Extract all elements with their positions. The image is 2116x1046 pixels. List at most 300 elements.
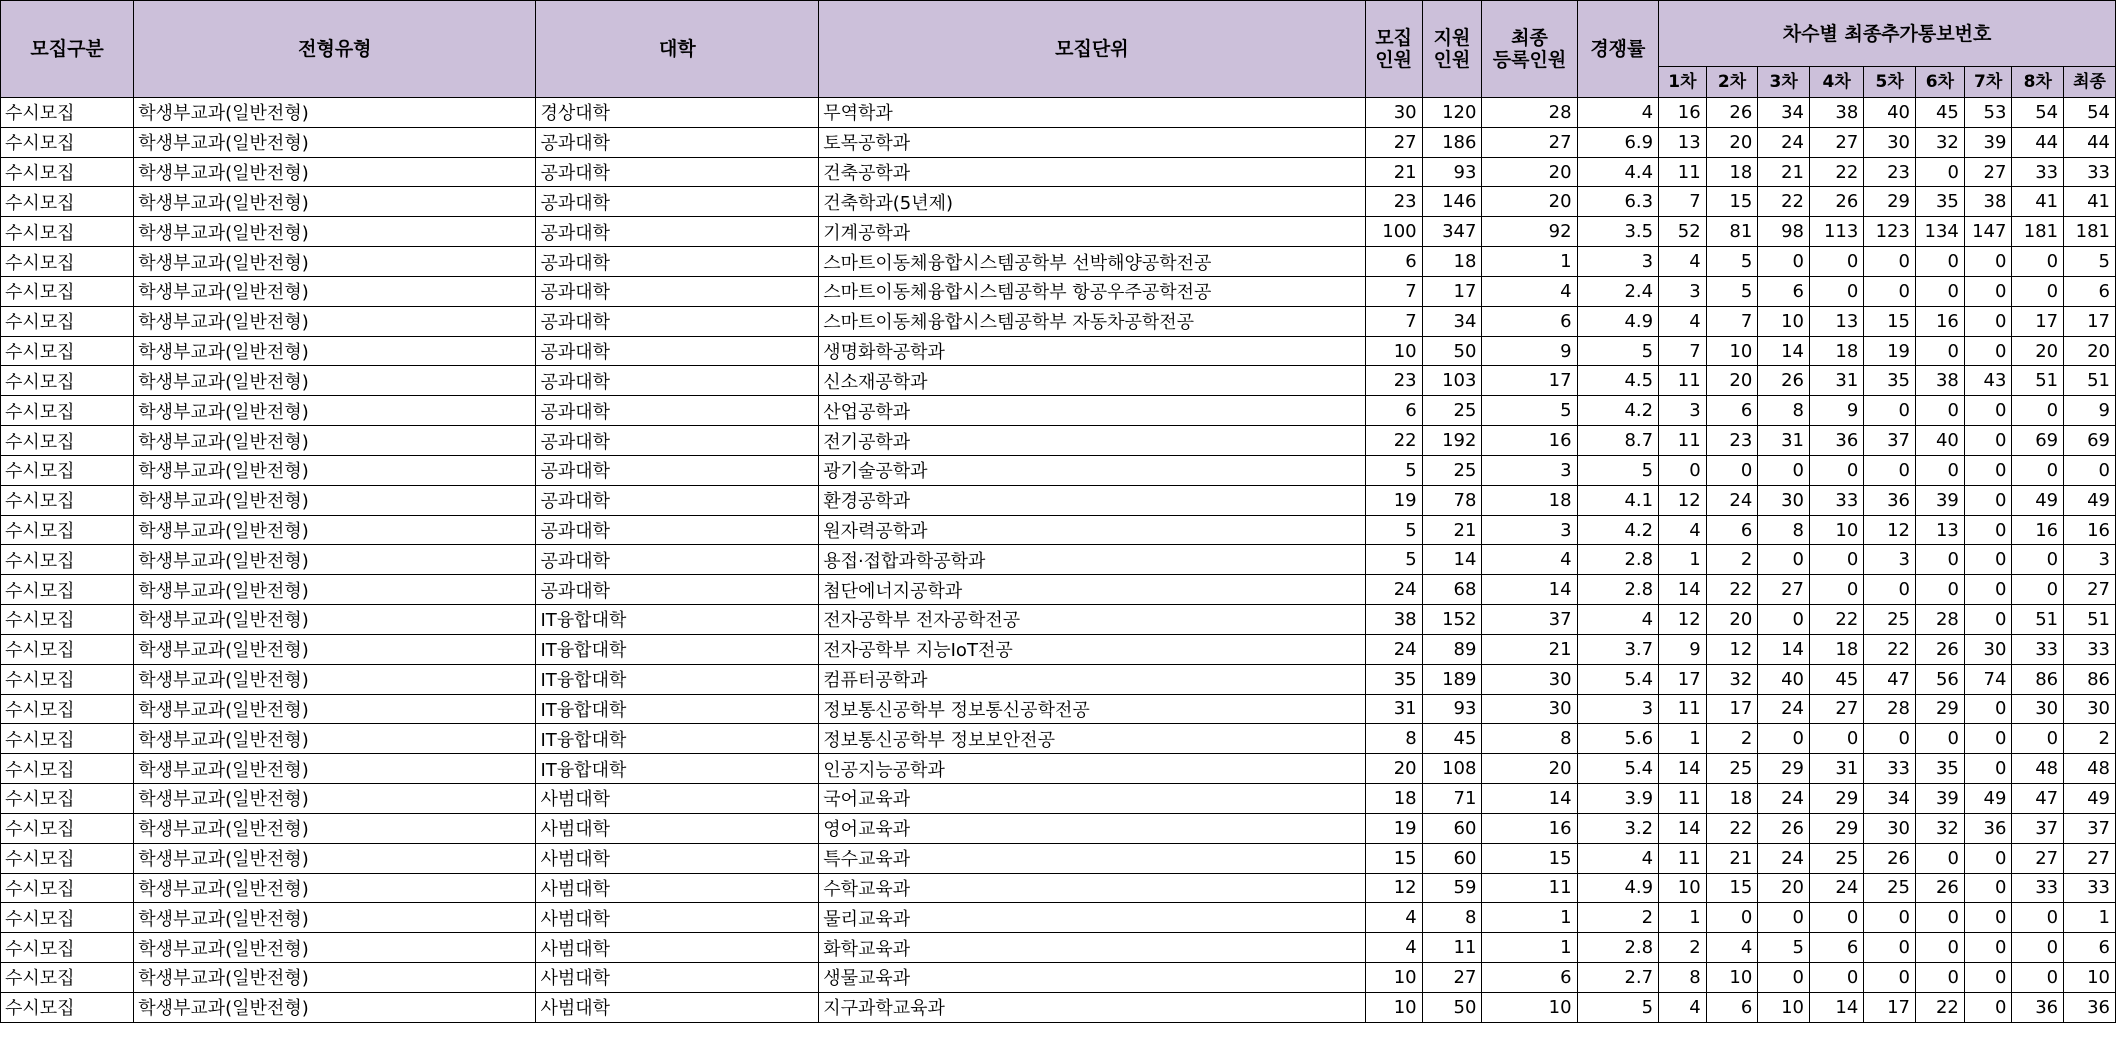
admission-type-cell[interactable]: 학생부교과(일반전형) — [134, 963, 536, 993]
registered-cell[interactable]: 18 — [1482, 485, 1577, 515]
round-final-cell[interactable]: 33 — [2064, 873, 2116, 903]
header-rounds-title[interactable]: 차수별 최종추가통보번호 — [1659, 1, 2116, 67]
admission-type-cell[interactable]: 학생부교과(일반전형) — [134, 992, 536, 1022]
round-8-cell[interactable]: 181 — [2012, 217, 2064, 247]
round-1-cell[interactable]: 11 — [1659, 843, 1707, 873]
registered-cell[interactable]: 37 — [1482, 605, 1577, 635]
round-1-cell[interactable]: 10 — [1659, 873, 1707, 903]
unit-cell[interactable]: 토목공학과 — [819, 127, 1365, 157]
recruit-type-cell[interactable]: 수시모집 — [1, 276, 134, 306]
college-cell[interactable]: 공과대학 — [536, 485, 819, 515]
recruit-type-cell[interactable]: 수시모집 — [1, 575, 134, 605]
competition-cell[interactable]: 5 — [1577, 336, 1659, 366]
college-cell[interactable]: 공과대학 — [536, 366, 819, 396]
round-5-cell[interactable]: 0 — [1864, 276, 1916, 306]
round-4-cell[interactable]: 22 — [1809, 605, 1863, 635]
round-8-cell[interactable]: 41 — [2012, 187, 2064, 217]
round-3-cell[interactable]: 34 — [1758, 98, 1810, 128]
round-3-cell[interactable]: 8 — [1758, 396, 1810, 426]
competition-cell[interactable]: 5 — [1577, 992, 1659, 1022]
round-2-cell[interactable]: 7 — [1706, 306, 1758, 336]
round-6-cell[interactable]: 0 — [1915, 575, 1964, 605]
round-5-cell[interactable]: 35 — [1864, 366, 1916, 396]
applicants-cell[interactable]: 27 — [1422, 963, 1482, 993]
round-3-cell[interactable]: 0 — [1758, 545, 1810, 575]
round-1-cell[interactable]: 14 — [1659, 575, 1707, 605]
registered-cell[interactable]: 10 — [1482, 992, 1577, 1022]
round-4-cell[interactable]: 0 — [1809, 963, 1863, 993]
header-round-1[interactable]: 1차 — [1659, 67, 1707, 98]
registered-cell[interactable]: 5 — [1482, 396, 1577, 426]
quota-cell[interactable]: 6 — [1365, 396, 1422, 426]
applicants-cell[interactable]: 18 — [1422, 247, 1482, 277]
round-5-cell[interactable]: 30 — [1864, 813, 1916, 843]
round-final-cell[interactable]: 49 — [2064, 784, 2116, 814]
applicants-cell[interactable]: 89 — [1422, 634, 1482, 664]
round-5-cell[interactable]: 30 — [1864, 127, 1916, 157]
round-6-cell[interactable]: 26 — [1915, 634, 1964, 664]
round-final-cell[interactable]: 2 — [2064, 724, 2116, 754]
recruit-type-cell[interactable]: 수시모집 — [1, 217, 134, 247]
round-2-cell[interactable]: 2 — [1706, 545, 1758, 575]
applicants-cell[interactable]: 11 — [1422, 933, 1482, 963]
round-1-cell[interactable]: 0 — [1659, 455, 1707, 485]
round-5-cell[interactable]: 12 — [1864, 515, 1916, 545]
unit-cell[interactable]: 수학교육과 — [819, 873, 1365, 903]
round-5-cell[interactable]: 0 — [1864, 724, 1916, 754]
admission-type-cell[interactable]: 학생부교과(일반전형) — [134, 157, 536, 187]
college-cell[interactable]: 공과대학 — [536, 247, 819, 277]
round-final-cell[interactable]: 0 — [2064, 455, 2116, 485]
round-4-cell[interactable]: 27 — [1809, 127, 1863, 157]
recruit-type-cell[interactable]: 수시모집 — [1, 336, 134, 366]
round-4-cell[interactable]: 13 — [1809, 306, 1863, 336]
round-2-cell[interactable]: 4 — [1706, 933, 1758, 963]
competition-cell[interactable]: 4 — [1577, 843, 1659, 873]
round-6-cell[interactable]: 40 — [1915, 426, 1964, 456]
recruit-type-cell[interactable]: 수시모집 — [1, 992, 134, 1022]
recruit-type-cell[interactable]: 수시모집 — [1, 933, 134, 963]
round-6-cell[interactable]: 32 — [1915, 127, 1964, 157]
round-5-cell[interactable]: 33 — [1864, 754, 1916, 784]
unit-cell[interactable]: 첨단에너지공학과 — [819, 575, 1365, 605]
admission-type-cell[interactable]: 학생부교과(일반전형) — [134, 336, 536, 366]
applicants-cell[interactable]: 152 — [1422, 605, 1482, 635]
quota-cell[interactable]: 23 — [1365, 187, 1422, 217]
round-3-cell[interactable]: 24 — [1758, 127, 1810, 157]
header-quota[interactable]: 모집 인원 — [1365, 1, 1422, 98]
round-8-cell[interactable]: 37 — [2012, 813, 2064, 843]
admission-type-cell[interactable]: 학생부교과(일반전형) — [134, 366, 536, 396]
round-2-cell[interactable]: 6 — [1706, 396, 1758, 426]
registered-cell[interactable]: 4 — [1482, 276, 1577, 306]
registered-cell[interactable]: 20 — [1482, 754, 1577, 784]
competition-cell[interactable]: 4.4 — [1577, 157, 1659, 187]
registered-cell[interactable]: 16 — [1482, 426, 1577, 456]
round-4-cell[interactable]: 0 — [1809, 247, 1863, 277]
round-3-cell[interactable]: 26 — [1758, 366, 1810, 396]
round-8-cell[interactable]: 33 — [2012, 634, 2064, 664]
round-1-cell[interactable]: 7 — [1659, 336, 1707, 366]
college-cell[interactable]: 공과대학 — [536, 455, 819, 485]
round-7-cell[interactable]: 0 — [1964, 992, 2012, 1022]
round-5-cell[interactable]: 19 — [1864, 336, 1916, 366]
round-2-cell[interactable]: 2 — [1706, 724, 1758, 754]
round-8-cell[interactable]: 47 — [2012, 784, 2064, 814]
college-cell[interactable]: 사범대학 — [536, 933, 819, 963]
college-cell[interactable]: 공과대학 — [536, 575, 819, 605]
round-3-cell[interactable]: 40 — [1758, 664, 1810, 694]
recruit-type-cell[interactable]: 수시모집 — [1, 306, 134, 336]
unit-cell[interactable]: 전자공학부 지능IoT전공 — [819, 634, 1365, 664]
unit-cell[interactable]: 화학교육과 — [819, 933, 1365, 963]
round-final-cell[interactable]: 44 — [2064, 127, 2116, 157]
round-7-cell[interactable]: 0 — [1964, 933, 2012, 963]
round-2-cell[interactable]: 21 — [1706, 843, 1758, 873]
quota-cell[interactable]: 7 — [1365, 276, 1422, 306]
round-8-cell[interactable]: 17 — [2012, 306, 2064, 336]
round-3-cell[interactable]: 21 — [1758, 157, 1810, 187]
round-4-cell[interactable]: 0 — [1809, 455, 1863, 485]
round-5-cell[interactable]: 28 — [1864, 694, 1916, 724]
unit-cell[interactable]: 스마트이동체융합시스템공학부 자동차공학전공 — [819, 306, 1365, 336]
quota-cell[interactable]: 22 — [1365, 426, 1422, 456]
round-2-cell[interactable]: 81 — [1706, 217, 1758, 247]
round-1-cell[interactable]: 4 — [1659, 992, 1707, 1022]
round-4-cell[interactable]: 29 — [1809, 813, 1863, 843]
round-4-cell[interactable]: 113 — [1809, 217, 1863, 247]
applicants-cell[interactable]: 8 — [1422, 903, 1482, 933]
round-3-cell[interactable]: 0 — [1758, 605, 1810, 635]
college-cell[interactable]: 공과대학 — [536, 127, 819, 157]
round-final-cell[interactable]: 48 — [2064, 754, 2116, 784]
college-cell[interactable]: 공과대학 — [536, 157, 819, 187]
round-5-cell[interactable]: 36 — [1864, 485, 1916, 515]
round-6-cell[interactable]: 22 — [1915, 992, 1964, 1022]
college-cell[interactable]: 공과대학 — [536, 396, 819, 426]
recruit-type-cell[interactable]: 수시모집 — [1, 426, 134, 456]
recruit-type-cell[interactable]: 수시모집 — [1, 127, 134, 157]
round-1-cell[interactable]: 8 — [1659, 963, 1707, 993]
round-final-cell[interactable]: 6 — [2064, 276, 2116, 306]
college-cell[interactable]: 사범대학 — [536, 843, 819, 873]
round-2-cell[interactable]: 10 — [1706, 336, 1758, 366]
college-cell[interactable]: IT융합대학 — [536, 634, 819, 664]
round-4-cell[interactable]: 9 — [1809, 396, 1863, 426]
round-6-cell[interactable]: 0 — [1915, 843, 1964, 873]
recruit-type-cell[interactable]: 수시모집 — [1, 605, 134, 635]
round-3-cell[interactable]: 24 — [1758, 843, 1810, 873]
round-final-cell[interactable]: 181 — [2064, 217, 2116, 247]
unit-cell[interactable]: 산업공학과 — [819, 396, 1365, 426]
college-cell[interactable]: IT융합대학 — [536, 754, 819, 784]
round-1-cell[interactable]: 13 — [1659, 127, 1707, 157]
round-7-cell[interactable]: 0 — [1964, 306, 2012, 336]
round-4-cell[interactable]: 36 — [1809, 426, 1863, 456]
unit-cell[interactable]: 정보통신공학부 정보통신공학전공 — [819, 694, 1365, 724]
quota-cell[interactable]: 24 — [1365, 634, 1422, 664]
round-4-cell[interactable]: 45 — [1809, 664, 1863, 694]
registered-cell[interactable]: 9 — [1482, 336, 1577, 366]
round-final-cell[interactable]: 27 — [2064, 843, 2116, 873]
round-1-cell[interactable]: 16 — [1659, 98, 1707, 128]
round-1-cell[interactable]: 1 — [1659, 903, 1707, 933]
unit-cell[interactable]: 기계공학과 — [819, 217, 1365, 247]
round-1-cell[interactable]: 52 — [1659, 217, 1707, 247]
round-4-cell[interactable]: 0 — [1809, 575, 1863, 605]
round-5-cell[interactable]: 26 — [1864, 843, 1916, 873]
round-3-cell[interactable]: 6 — [1758, 276, 1810, 306]
admission-type-cell[interactable]: 학생부교과(일반전형) — [134, 515, 536, 545]
round-6-cell[interactable]: 45 — [1915, 98, 1964, 128]
unit-cell[interactable]: 정보통신공학부 정보보안전공 — [819, 724, 1365, 754]
round-1-cell[interactable]: 14 — [1659, 754, 1707, 784]
round-8-cell[interactable]: 44 — [2012, 127, 2064, 157]
round-6-cell[interactable]: 26 — [1915, 873, 1964, 903]
quota-cell[interactable]: 38 — [1365, 605, 1422, 635]
round-final-cell[interactable]: 33 — [2064, 634, 2116, 664]
round-6-cell[interactable]: 32 — [1915, 813, 1964, 843]
round-8-cell[interactable]: 54 — [2012, 98, 2064, 128]
competition-cell[interactable]: 4 — [1577, 98, 1659, 128]
recruit-type-cell[interactable]: 수시모집 — [1, 515, 134, 545]
quota-cell[interactable]: 19 — [1365, 813, 1422, 843]
registered-cell[interactable]: 20 — [1482, 157, 1577, 187]
admission-type-cell[interactable]: 학생부교과(일반전형) — [134, 843, 536, 873]
round-8-cell[interactable]: 0 — [2012, 903, 2064, 933]
unit-cell[interactable]: 전자공학부 전자공학전공 — [819, 605, 1365, 635]
round-6-cell[interactable]: 39 — [1915, 784, 1964, 814]
round-5-cell[interactable]: 34 — [1864, 784, 1916, 814]
competition-cell[interactable]: 4.1 — [1577, 485, 1659, 515]
admission-type-cell[interactable]: 학생부교과(일반전형) — [134, 127, 536, 157]
quota-cell[interactable]: 18 — [1365, 784, 1422, 814]
round-7-cell[interactable]: 0 — [1964, 336, 2012, 366]
round-2-cell[interactable]: 20 — [1706, 366, 1758, 396]
competition-cell[interactable]: 4.9 — [1577, 306, 1659, 336]
competition-cell[interactable]: 2.8 — [1577, 933, 1659, 963]
round-2-cell[interactable]: 10 — [1706, 963, 1758, 993]
round-final-cell[interactable]: 37 — [2064, 813, 2116, 843]
quota-cell[interactable]: 31 — [1365, 694, 1422, 724]
round-6-cell[interactable]: 0 — [1915, 724, 1964, 754]
round-6-cell[interactable]: 35 — [1915, 187, 1964, 217]
round-1-cell[interactable]: 4 — [1659, 515, 1707, 545]
recruit-type-cell[interactable]: 수시모집 — [1, 873, 134, 903]
round-final-cell[interactable]: 27 — [2064, 575, 2116, 605]
registered-cell[interactable]: 3 — [1482, 455, 1577, 485]
round-3-cell[interactable]: 8 — [1758, 515, 1810, 545]
unit-cell[interactable]: 무역학과 — [819, 98, 1365, 128]
round-7-cell[interactable]: 0 — [1964, 873, 2012, 903]
college-cell[interactable]: 공과대학 — [536, 336, 819, 366]
round-3-cell[interactable]: 0 — [1758, 724, 1810, 754]
round-1-cell[interactable]: 4 — [1659, 306, 1707, 336]
round-8-cell[interactable]: 0 — [2012, 933, 2064, 963]
registered-cell[interactable]: 21 — [1482, 634, 1577, 664]
round-8-cell[interactable]: 20 — [2012, 336, 2064, 366]
registered-cell[interactable]: 11 — [1482, 873, 1577, 903]
college-cell[interactable]: IT융합대학 — [536, 605, 819, 635]
round-1-cell[interactable]: 9 — [1659, 634, 1707, 664]
unit-cell[interactable]: 전기공학과 — [819, 426, 1365, 456]
unit-cell[interactable]: 신소재공학과 — [819, 366, 1365, 396]
quota-cell[interactable]: 15 — [1365, 843, 1422, 873]
unit-cell[interactable]: 스마트이동체융합시스템공학부 항공우주공학전공 — [819, 276, 1365, 306]
round-1-cell[interactable]: 3 — [1659, 276, 1707, 306]
competition-cell[interactable]: 8.7 — [1577, 426, 1659, 456]
header-round-7[interactable]: 7차 — [1964, 67, 2012, 98]
admission-type-cell[interactable]: 학생부교과(일반전형) — [134, 187, 536, 217]
round-1-cell[interactable]: 7 — [1659, 187, 1707, 217]
round-7-cell[interactable]: 0 — [1964, 485, 2012, 515]
round-8-cell[interactable]: 16 — [2012, 515, 2064, 545]
round-7-cell[interactable]: 0 — [1964, 575, 2012, 605]
round-2-cell[interactable]: 24 — [1706, 485, 1758, 515]
round-5-cell[interactable]: 0 — [1864, 933, 1916, 963]
round-final-cell[interactable]: 1 — [2064, 903, 2116, 933]
quota-cell[interactable]: 5 — [1365, 515, 1422, 545]
round-1-cell[interactable]: 1 — [1659, 545, 1707, 575]
recruit-type-cell[interactable]: 수시모집 — [1, 724, 134, 754]
round-6-cell[interactable]: 0 — [1915, 336, 1964, 366]
competition-cell[interactable]: 4 — [1577, 605, 1659, 635]
round-8-cell[interactable]: 0 — [2012, 276, 2064, 306]
competition-cell[interactable]: 4.2 — [1577, 396, 1659, 426]
registered-cell[interactable]: 20 — [1482, 187, 1577, 217]
header-college[interactable]: 대학 — [536, 1, 819, 98]
unit-cell[interactable]: 생물교육과 — [819, 963, 1365, 993]
competition-cell[interactable]: 3 — [1577, 247, 1659, 277]
round-final-cell[interactable]: 36 — [2064, 992, 2116, 1022]
admission-type-cell[interactable]: 학생부교과(일반전형) — [134, 485, 536, 515]
header-registered[interactable]: 최종 등록인원 — [1482, 1, 1577, 98]
registered-cell[interactable]: 1 — [1482, 247, 1577, 277]
recruit-type-cell[interactable]: 수시모집 — [1, 485, 134, 515]
round-4-cell[interactable]: 0 — [1809, 903, 1863, 933]
round-8-cell[interactable]: 0 — [2012, 455, 2064, 485]
unit-cell[interactable]: 광기술공학과 — [819, 455, 1365, 485]
round-3-cell[interactable]: 30 — [1758, 485, 1810, 515]
unit-cell[interactable]: 생명화학공학과 — [819, 336, 1365, 366]
recruit-type-cell[interactable]: 수시모집 — [1, 396, 134, 426]
round-1-cell[interactable]: 2 — [1659, 933, 1707, 963]
round-2-cell[interactable]: 15 — [1706, 873, 1758, 903]
round-8-cell[interactable]: 0 — [2012, 545, 2064, 575]
round-3-cell[interactable]: 10 — [1758, 992, 1810, 1022]
round-3-cell[interactable]: 26 — [1758, 813, 1810, 843]
round-8-cell[interactable]: 0 — [2012, 575, 2064, 605]
recruit-type-cell[interactable]: 수시모집 — [1, 963, 134, 993]
registered-cell[interactable]: 92 — [1482, 217, 1577, 247]
college-cell[interactable]: IT융합대학 — [536, 724, 819, 754]
round-final-cell[interactable]: 10 — [2064, 963, 2116, 993]
round-7-cell[interactable]: 36 — [1964, 813, 2012, 843]
round-7-cell[interactable]: 74 — [1964, 664, 2012, 694]
round-5-cell[interactable]: 23 — [1864, 157, 1916, 187]
admission-type-cell[interactable]: 학생부교과(일반전형) — [134, 306, 536, 336]
round-4-cell[interactable]: 33 — [1809, 485, 1863, 515]
round-6-cell[interactable]: 35 — [1915, 754, 1964, 784]
registered-cell[interactable]: 28 — [1482, 98, 1577, 128]
round-6-cell[interactable]: 28 — [1915, 605, 1964, 635]
round-3-cell[interactable]: 5 — [1758, 933, 1810, 963]
applicants-cell[interactable]: 93 — [1422, 694, 1482, 724]
quota-cell[interactable]: 5 — [1365, 545, 1422, 575]
header-round-final[interactable]: 최종 — [2064, 67, 2116, 98]
round-6-cell[interactable]: 38 — [1915, 366, 1964, 396]
applicants-cell[interactable]: 120 — [1422, 98, 1482, 128]
college-cell[interactable]: 사범대학 — [536, 903, 819, 933]
round-3-cell[interactable]: 22 — [1758, 187, 1810, 217]
college-cell[interactable]: 공과대학 — [536, 306, 819, 336]
competition-cell[interactable]: 5.6 — [1577, 724, 1659, 754]
round-2-cell[interactable]: 23 — [1706, 426, 1758, 456]
round-7-cell[interactable]: 27 — [1964, 157, 2012, 187]
admission-type-cell[interactable]: 학생부교과(일반전형) — [134, 276, 536, 306]
applicants-cell[interactable]: 108 — [1422, 754, 1482, 784]
college-cell[interactable]: 공과대학 — [536, 545, 819, 575]
round-1-cell[interactable]: 12 — [1659, 485, 1707, 515]
quota-cell[interactable]: 7 — [1365, 306, 1422, 336]
recruit-type-cell[interactable]: 수시모집 — [1, 98, 134, 128]
recruit-type-cell[interactable]: 수시모집 — [1, 694, 134, 724]
header-applicants[interactable]: 지원 인원 — [1422, 1, 1482, 98]
round-2-cell[interactable]: 26 — [1706, 98, 1758, 128]
quota-cell[interactable]: 27 — [1365, 127, 1422, 157]
applicants-cell[interactable]: 50 — [1422, 992, 1482, 1022]
recruit-type-cell[interactable]: 수시모집 — [1, 157, 134, 187]
round-final-cell[interactable]: 49 — [2064, 485, 2116, 515]
round-4-cell[interactable]: 31 — [1809, 366, 1863, 396]
round-4-cell[interactable]: 0 — [1809, 545, 1863, 575]
quota-cell[interactable]: 12 — [1365, 873, 1422, 903]
recruit-type-cell[interactable]: 수시모집 — [1, 366, 134, 396]
admission-type-cell[interactable]: 학생부교과(일반전형) — [134, 426, 536, 456]
round-2-cell[interactable]: 12 — [1706, 634, 1758, 664]
registered-cell[interactable]: 6 — [1482, 963, 1577, 993]
round-2-cell[interactable]: 25 — [1706, 754, 1758, 784]
round-5-cell[interactable]: 25 — [1864, 605, 1916, 635]
round-final-cell[interactable]: 33 — [2064, 157, 2116, 187]
competition-cell[interactable]: 6.9 — [1577, 127, 1659, 157]
competition-cell[interactable]: 5.4 — [1577, 754, 1659, 784]
round-final-cell[interactable]: 6 — [2064, 933, 2116, 963]
recruit-type-cell[interactable]: 수시모집 — [1, 545, 134, 575]
admission-type-cell[interactable]: 학생부교과(일반전형) — [134, 605, 536, 635]
registered-cell[interactable]: 17 — [1482, 366, 1577, 396]
quota-cell[interactable]: 20 — [1365, 754, 1422, 784]
round-5-cell[interactable]: 15 — [1864, 306, 1916, 336]
admission-type-cell[interactable]: 학생부교과(일반전형) — [134, 455, 536, 485]
admission-type-cell[interactable]: 학생부교과(일반전형) — [134, 873, 536, 903]
registered-cell[interactable]: 6 — [1482, 306, 1577, 336]
round-1-cell[interactable]: 11 — [1659, 784, 1707, 814]
round-2-cell[interactable]: 18 — [1706, 784, 1758, 814]
college-cell[interactable]: 사범대학 — [536, 873, 819, 903]
round-1-cell[interactable]: 11 — [1659, 426, 1707, 456]
round-7-cell[interactable]: 0 — [1964, 455, 2012, 485]
registered-cell[interactable]: 1 — [1482, 933, 1577, 963]
college-cell[interactable]: 사범대학 — [536, 784, 819, 814]
round-6-cell[interactable]: 0 — [1915, 963, 1964, 993]
header-round-6[interactable]: 6차 — [1915, 67, 1964, 98]
round-3-cell[interactable]: 0 — [1758, 963, 1810, 993]
recruit-type-cell[interactable]: 수시모집 — [1, 455, 134, 485]
unit-cell[interactable]: 물리교육과 — [819, 903, 1365, 933]
round-5-cell[interactable]: 0 — [1864, 247, 1916, 277]
recruit-type-cell[interactable]: 수시모집 — [1, 903, 134, 933]
